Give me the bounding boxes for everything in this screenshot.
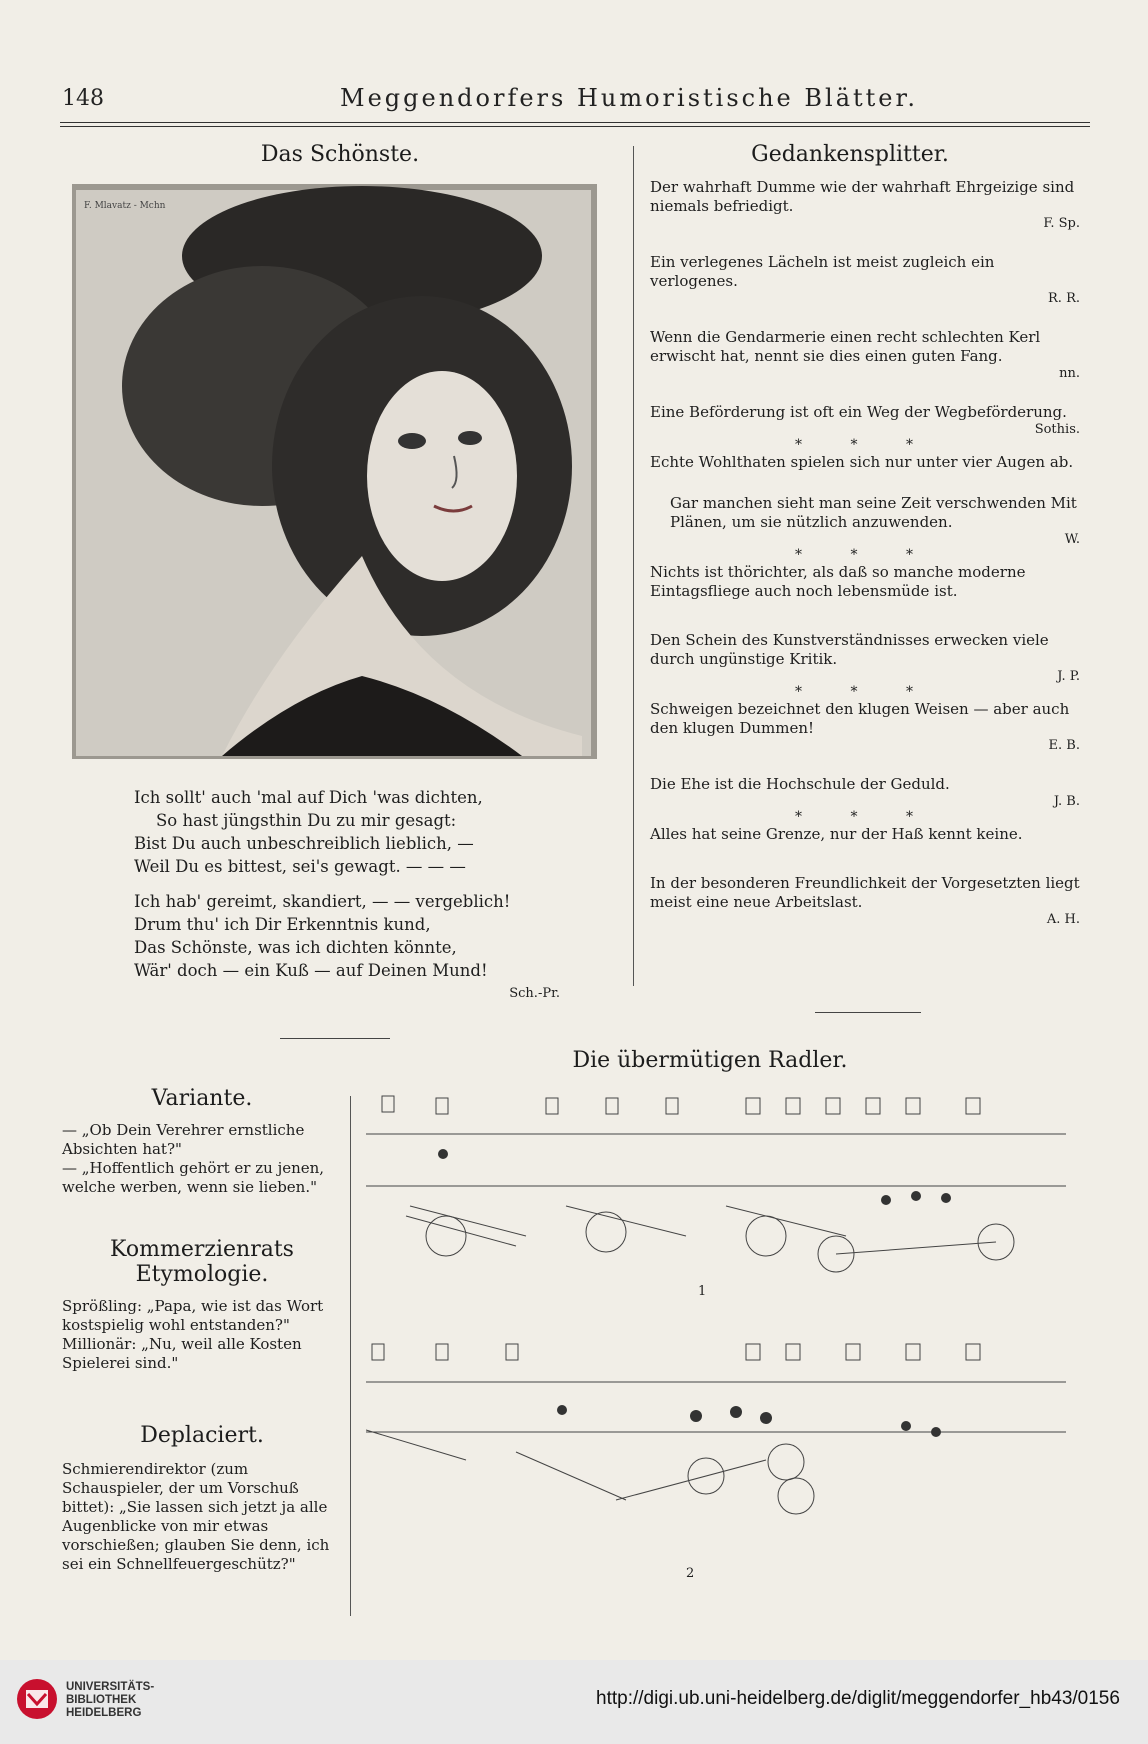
poem-line: Drum thu' ich Dir Erkenntnis kund,: [134, 915, 431, 934]
variante-line: — „Hoffentlich gehört er zu jenen, welche werben, wenn sie lieben.": [62, 1159, 325, 1196]
aphorism-text: Der wahrhaft Dumme wie der wahrhaft Ehrgeizige sind niemals befriedigt.: [650, 178, 1075, 215]
aphorism-text: Die Ehe ist die Hochschule der Geduld.: [650, 775, 950, 793]
aphorism-signature: R. R.: [1048, 291, 1080, 306]
header-rule-2: [60, 126, 1090, 127]
comic-panel-2: [366, 1320, 1066, 1520]
etymology-line: Sprößling: „Papa, wie ist das Wort kostspielig wohl entstanden?": [62, 1297, 324, 1334]
aphorism-signature: nn.: [1059, 366, 1080, 381]
aphorism-text: Ein verlegenes Lächeln ist meist zugleich ein verlogenes.: [650, 253, 995, 290]
aphorism-signature: W.: [1064, 532, 1080, 547]
poem-line: Ich hab' gereimt, skandiert, — — vergeblich!: [134, 892, 511, 911]
aphorism-text: Gar manchen sieht man seine Zeit verschwenden Mit Plänen, um sie nützlich anzuwenden.: [670, 494, 1077, 531]
aphorisms-list: [650, 178, 1080, 927]
aphorism-text: Alles hat seine Grenze, nur der Haß kennt keine.: [650, 825, 1023, 843]
poem-line: Wär' doch — ein Kuß — auf Deinen Mund!: [134, 961, 488, 980]
deplaciert-line: Schmierendirektor (zum Schauspieler, der um Vorschuß bittet): „Sie lassen sich jetzt ja alle Augenblicke von mir etwas vorschießen; glauben Sie denn, ich sei ein Schnellfeuergeschütz?": [62, 1460, 330, 1573]
comic-title: Die übermütigen Radler.: [572, 1048, 848, 1073]
art-signature: F. Mlavatz - Mchn: [84, 201, 166, 211]
journal-title: Meggendorfers Humoristische Blätter.: [340, 84, 918, 112]
stars-divider: * * *: [795, 437, 935, 453]
etymology-title: Kommerzienrats Etymologie.: [110, 1237, 294, 1287]
aphorism-text: Eine Beförderung ist oft ein Weg der Wegbeförderung.: [650, 403, 1067, 421]
comic-panel-1-number: 1: [698, 1284, 707, 1299]
poem-line: Weil Du es bittest, sei's gewagt. — — —: [134, 857, 466, 876]
aphorism-signature: F. Sp.: [1043, 216, 1080, 231]
aphorism-signature: A. H.: [1046, 912, 1080, 927]
library-name-line: BIBLIOTHEK: [66, 1694, 137, 1706]
section-ornament: [815, 1012, 921, 1013]
aphorism-signature: J. P.: [1057, 669, 1080, 684]
section-ornament: [280, 1038, 390, 1039]
aphorism-text: Den Schein des Kunstverständnisses erwecken viele durch ungünstige Kritik.: [650, 631, 1049, 668]
aphorism-signature: J. B.: [1053, 794, 1080, 809]
source-url-link[interactable]: http://digi.ub.uni-heidelberg.de/diglit/meggendorfer_hb43/0156: [596, 1688, 1120, 1709]
aphorism-signature: E. B.: [1048, 738, 1080, 753]
variante-line: — „Ob Dein Verehrer ernstliche Absichten hat?": [62, 1121, 305, 1158]
poem: [134, 786, 574, 1005]
aphorisms-title: Gedankensplitter.: [751, 142, 949, 167]
poem-line: So hast jüngsthin Du zu mir gesagt:: [156, 811, 457, 830]
poem-line: Ich sollt' auch 'mal auf Dich 'was dichten,: [134, 788, 483, 807]
column-divider-lower: [350, 1096, 351, 1616]
aphorism-text: Schweigen bezeichnet den klugen Weisen — aber auch den klugen Dummen!: [650, 700, 1070, 737]
poem-line: Das Schönste, was ich dichten könnte,: [134, 938, 457, 957]
column-divider: [633, 146, 634, 986]
lower-left-column: [62, 1086, 342, 1574]
stars-divider: * * *: [795, 547, 935, 563]
aphorism-text: In der besonderen Freundlichkeit der Vorgesetzten liegt meist eine neue Arbeitslast.: [650, 874, 1080, 911]
portrait-illustration: [62, 176, 602, 766]
stars-divider: * * *: [795, 684, 935, 700]
page-number: 148: [62, 86, 104, 111]
comic-panel-2-number: 2: [686, 1566, 695, 1581]
aphorism-text: Nichts ist thörichter, als daß so manche moderne Eintagsfliege auch noch lebensmüde ist.: [650, 563, 1026, 600]
poem-line: Bist Du auch unbeschreiblich lieblich, —: [134, 834, 474, 853]
library-name-line: HEIDELBERG: [66, 1707, 142, 1719]
etymology-line: Millionär: „Nu, weil alle Kosten Spielerei sind.": [62, 1335, 302, 1372]
footer-bar: [0, 1660, 1148, 1744]
poem-signature: Sch.-Pr.: [509, 986, 560, 1001]
library-logo-icon: [14, 1676, 60, 1722]
header-rule: [60, 122, 1090, 123]
portrait-title: Das Schönste.: [260, 142, 420, 167]
library-name-line: UNIVERSITÄTS-: [66, 1681, 155, 1693]
library-name: [66, 1681, 154, 1720]
stars-divider: * * *: [795, 809, 935, 825]
deplaciert-title: Deplaciert.: [140, 1423, 264, 1448]
aphorism-text: Wenn die Gendarmerie einen recht schlechten Kerl erwischt hat, nennt sie dies einen guten Fang.: [650, 328, 1041, 365]
aphorism-text: Echte Wohlthaten spielen sich nur unter vier Augen ab.: [650, 453, 1074, 471]
variante-title: Variante.: [151, 1086, 253, 1111]
comic-panel-1: [366, 1076, 1066, 1276]
aphorism-signature: Sothis.: [1034, 422, 1080, 437]
